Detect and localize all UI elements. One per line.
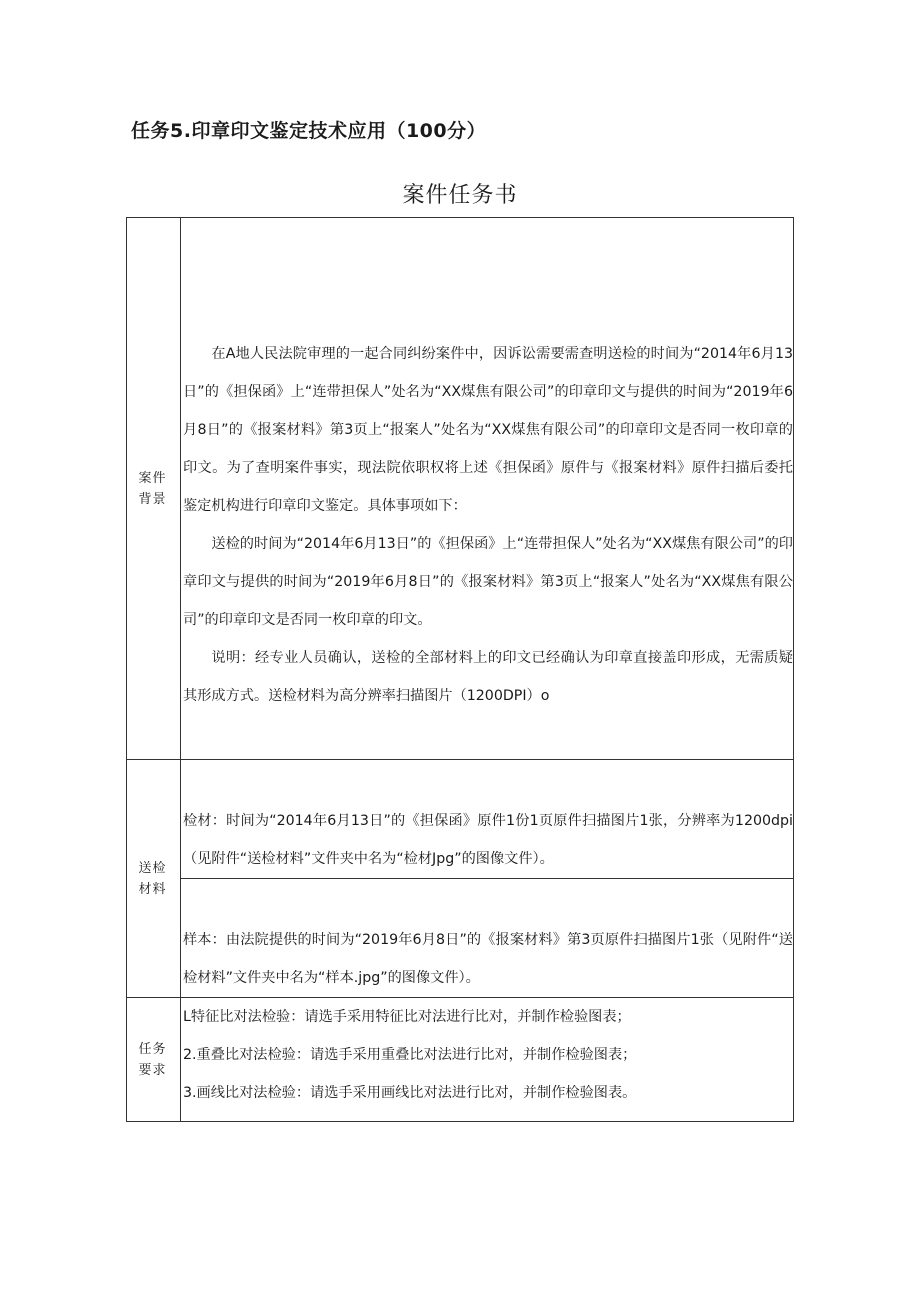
background-label: 案件背景 [138, 470, 167, 507]
requirement-item: 2.重叠比对法检验：请选手采用重叠比对法进行比对，并制作检验图表； [183, 1047, 637, 1063]
sample-material [181, 879, 794, 998]
materials-row-questioned [127, 760, 794, 879]
questioned-material [181, 760, 794, 879]
background-note: 说明：经专业人员确认，送检的全部材料上的印文已经确认为印章直接盖印形成，无需质疑其形成方式。送检材料为高分辨率扫描图片（1200DPI）o [183, 650, 793, 704]
background-label-cell [127, 218, 181, 760]
requirements-row [127, 998, 794, 1122]
background-content [181, 218, 794, 760]
materials-label: 送检材料 [138, 860, 167, 897]
background-row [127, 218, 794, 760]
document-title: 案件任务书 [402, 183, 518, 208]
requirement-item: L特征比对法检验：请选手采用特征比对法进行比对，并制作检验图表； [183, 1009, 631, 1025]
requirements-content [181, 998, 794, 1122]
requirement-item: 3.画线比对法检验：请选手采用画线比对法进行比对，并制作检验图表。 [183, 1085, 637, 1101]
questioned-material-text: 检材：时间为“2014年6月13日”的《担保函》原件1份1页原件扫描图片1张，分辨率为1200dpi（见附件“送检材料”文件夹中名为“检材Jpg”的图像文件）。 [183, 813, 793, 867]
requirements-label: 任务要求 [138, 1041, 167, 1078]
case-task-table [126, 217, 794, 1122]
requirements-label-cell [127, 998, 181, 1122]
materials-row-sample [127, 879, 794, 998]
background-paragraph: 送检的时间为“2014年6月13日”的《担保函》上“连带担保人”处名为“XX煤焦有限公司”的印章印文与提供的时间为“2019年6月8日”的《报案材料》第3页上“报案人”处名为“XX煤焦有限公司”的印章印文是否同一枚印章的印文。 [183, 536, 793, 628]
materials-label-cell [127, 760, 181, 998]
background-paragraph: 在A地人民法院审理的一起合同纠纷案件中，因诉讼需要需查明送检的时间为“2014年6月13日”的《担保函》上“连带担保人”处名为“XX煤焦有限公司”的印章印文与提供的时间为“2019年6月8日”的《报案材料》第3页上“报案人”处名为“XX煤焦有限公司”的印章印文是否同一枚印章的印文。为了查明案件事实，现法院依职权将上述《担保函》原件与《报案材料》原件扫描后委托鉴定机构进行印章印文鉴定。具体事项如下： [183, 346, 793, 514]
sample-material-text: 样本：由法院提供的时间为“2019年6月8日”的《报案材料》第3页原件扫描图片1张（见附件“送检材料”文件夹中名为“样本.jpg”的图像文件）。 [183, 932, 793, 986]
task-heading: 任务5.印章印文鉴定技术应用（100分） [131, 120, 487, 142]
